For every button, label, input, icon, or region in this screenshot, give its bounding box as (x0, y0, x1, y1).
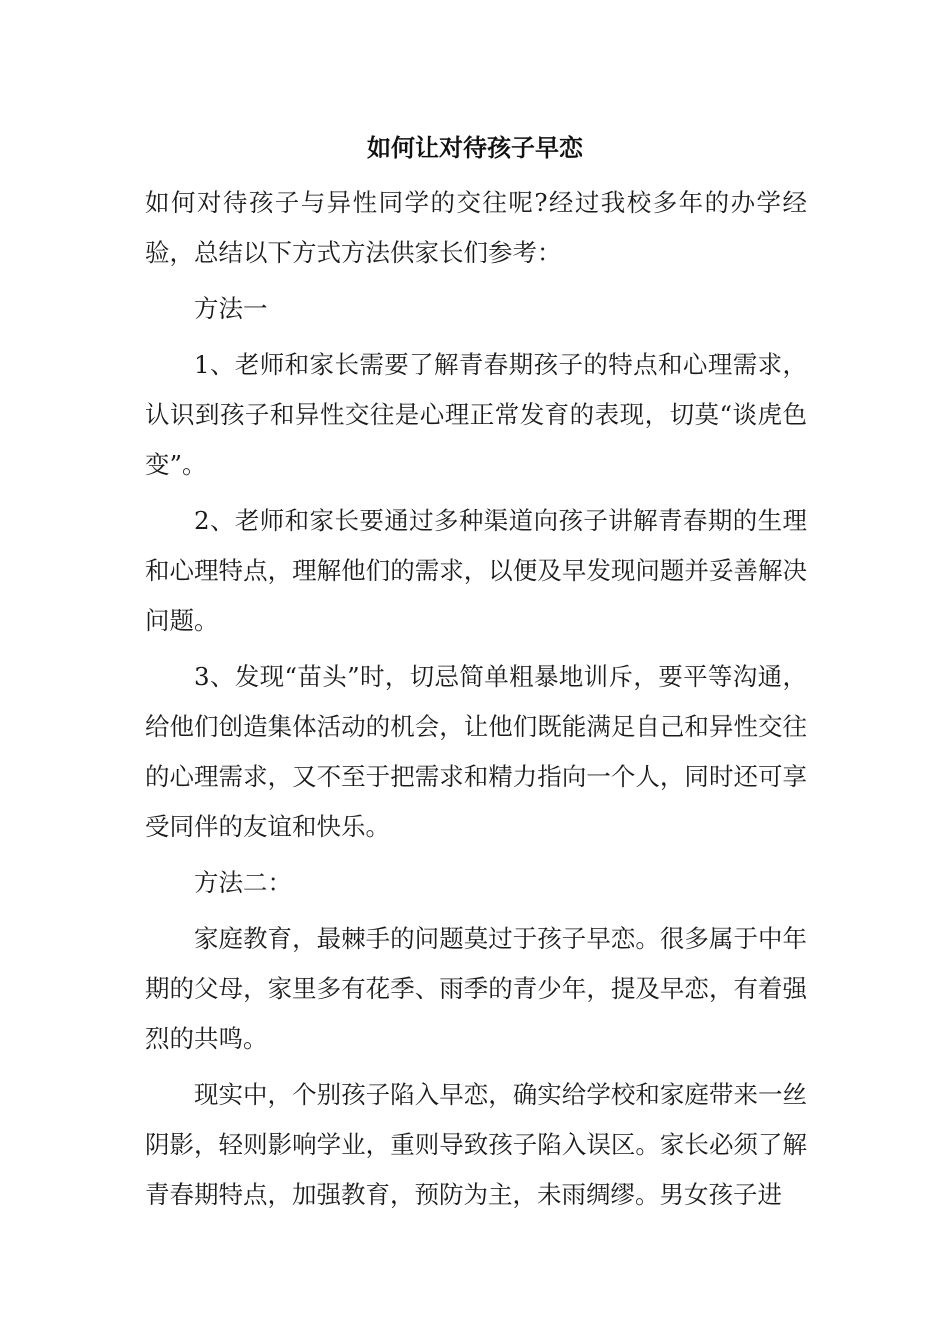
paragraph-method-2-intro: 家庭教育，最棘手的问题莫过于孩子早恋。很多属于中年期的父母，家里多有花季、雨季的青少年，提及早恋，有着强烈的共鸣。 (145, 924, 807, 1053)
paragraph-method-1-point-2: 2、老师和家长要通过多种渠道向孩子讲解青春期的生理和心理特点，理解他们的需求，以便及早发现问题并妥善解决问题。 (145, 506, 807, 635)
paragraph-method-1-point-3: 3、发现“苗头”时，切忌简单粗暴地训斥，要平等沟通，给他们创造集体活动的机会，让他们既能满足自己和异性交往的心理需求，又不至于把需求和精力指向一个人，同时还可享受同伴的友谊和快乐。 (145, 662, 807, 841)
document-body (145, 178, 807, 1226)
document-title: 如何让对待孩子早恋 (367, 134, 583, 162)
paragraph-intro: 如何对待孩子与异性同学的交往呢?经过我校多年的办学经验，总结以下方式方法供家长们参考： (145, 188, 807, 267)
paragraph-method-2-reality: 现实中，个别孩子陷入早恋，确实给学校和家庭带来一丝阴影，轻则影响学业，重则导致孩子陷入误区。家长必须了解青春期特点，加强教育，预防为主，未雨绸缪。男女孩子进 (145, 1080, 807, 1209)
section-heading-method-2: 方法二： (194, 868, 292, 897)
section-heading-method-1: 方法一 (194, 294, 268, 323)
paragraph-method-1-point-1: 1、老师和家长需要了解青春期孩子的特点和心理需求，认识到孩子和异性交往是心理正常发育的表现，切莫“谈虎色变”。 (145, 350, 807, 479)
